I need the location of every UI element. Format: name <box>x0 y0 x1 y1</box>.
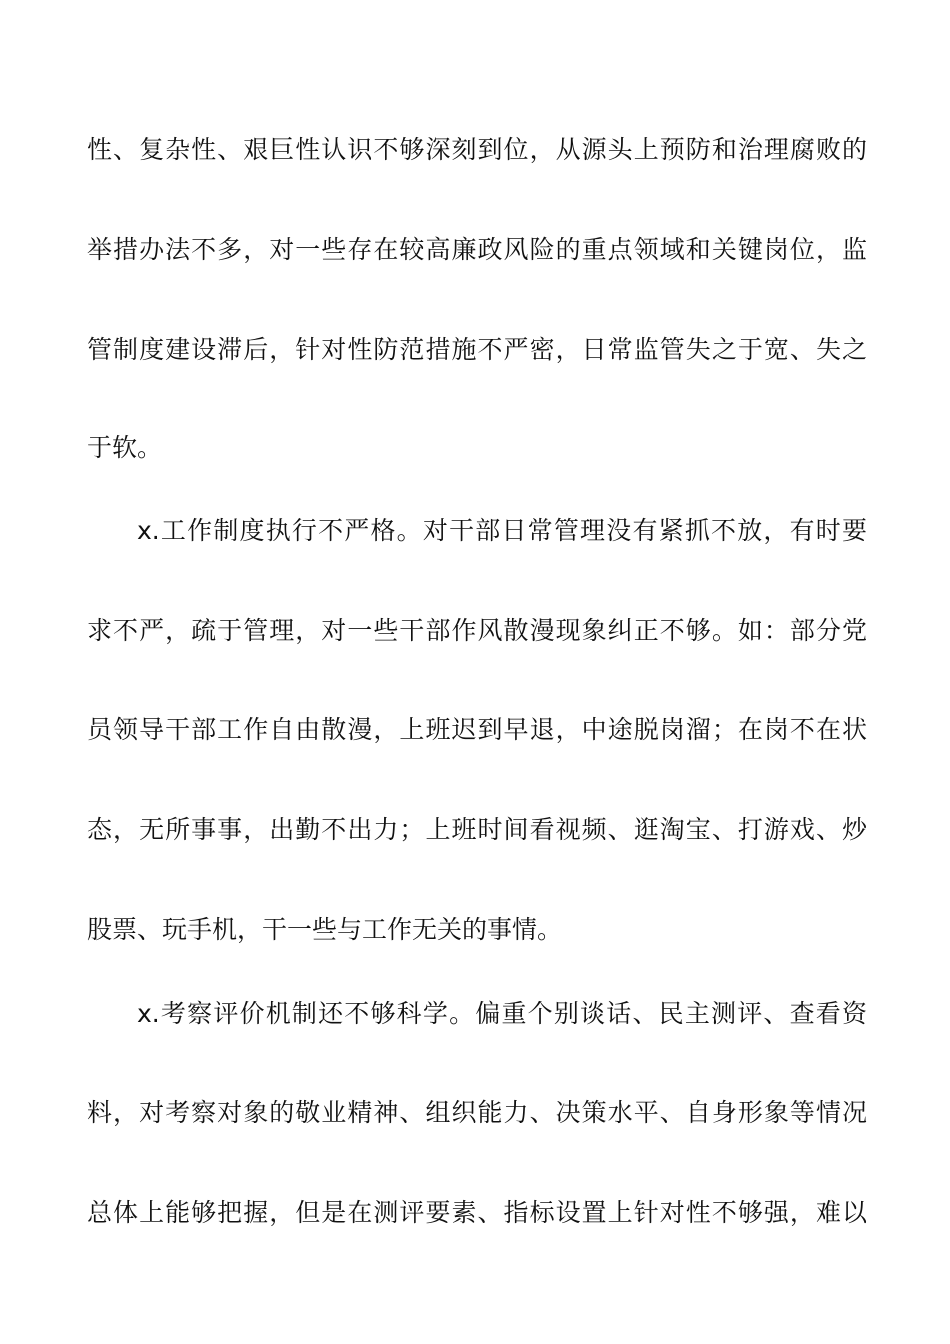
paragraph-heading-evaluation: x.考察评价机制还不够科学。偏重个别谈话、民主测评、查看资 <box>137 999 867 1028</box>
text-line-2: 举措办法不多，对一些存在较高廉政风险的重点领域和关键岗位，监 <box>87 235 867 264</box>
text-line-8: 态，无所事事，出勤不出力；上班时间看视频、逛淘宝、打游戏、炒 <box>87 815 867 844</box>
text-line-4: 于软。 <box>87 433 163 462</box>
text-line-11: 料，对考察对象的敬业精神、组织能力、决策水平、自身形象等情况 <box>87 1098 867 1127</box>
text-line-3: 管制度建设滞后，针对性防范措施不严密，日常监管失之于宽、失之 <box>87 335 867 364</box>
text-line-9: 股票、玩手机，干一些与工作无关的事情。 <box>87 915 563 944</box>
text-line-6: 求不严，疏于管理，对一些干部作风散漫现象纠正不够。如：部分党 <box>87 616 867 645</box>
paragraph-heading-work-system: x.工作制度执行不严格。对干部日常管理没有紧抓不放，有时要 <box>137 516 867 545</box>
text-line-7: 员领导干部工作自由散漫，上班迟到早退，中途脱岗溜；在岗不在状 <box>87 715 867 744</box>
text-line-1: 性、复杂性、艰巨性认识不够深刻到位，从源头上预防和治理腐败的 <box>87 135 867 164</box>
text-line-12: 总体上能够把握，但是在测评要素、指标设置上针对性不够强，难以 <box>87 1198 867 1227</box>
